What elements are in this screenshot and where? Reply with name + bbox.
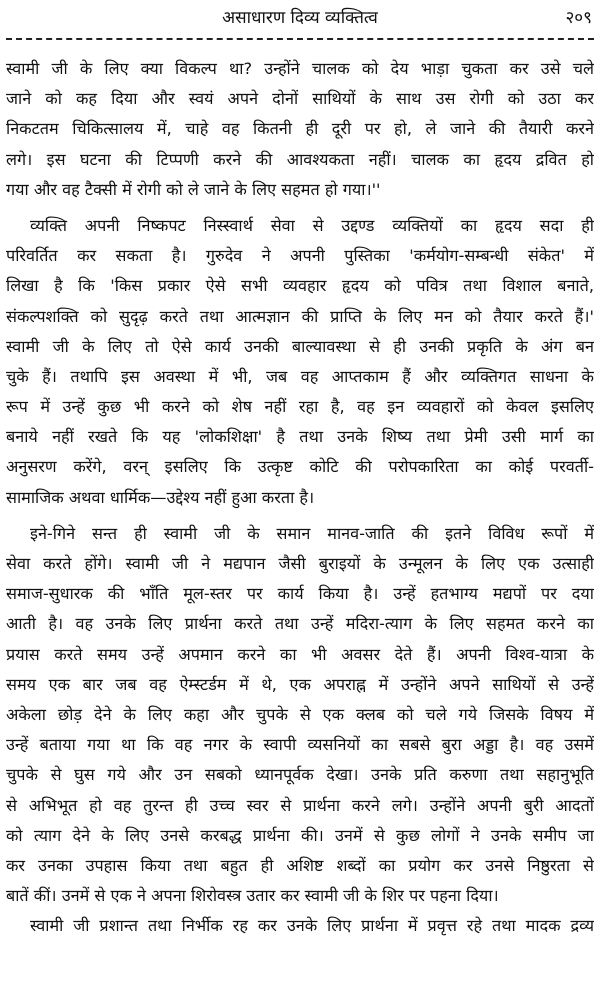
text-line: स्वामी जी प्रशान्त तथा निर्भीक रह कर उनके लिए प्रार्थना में प्रवृत्त रहे तथा मादक द्रव्य: [30, 916, 594, 936]
text-line: लगे। इस घटना की टिप्पणी करने की आवश्यकता नहीं। चालक का हृदय द्रवित हो: [6, 149, 594, 169]
text-line: से अभिभूत हो वह तुरन्त ही उच्च स्वर से प्रार्थना करने लगे। उन्होंने अपनी बुरी आदतों: [6, 795, 594, 815]
body-text: [6, 54, 594, 941]
paragraph: [6, 519, 594, 911]
text-line: लिखा है कि 'किस प्रकार ऐसे सभी व्यवहार हृदय को पवित्र तथा विशाल बनाते,: [6, 276, 594, 296]
text-line: आती है। वह उनके लिए प्रार्थना करते तथा उन्हें मदिरा-त्याग के लिए सहमत करने का: [6, 614, 594, 634]
text-line: सामाजिक अथवा धार्मिक—उद्देश्य नहीं हुआ करता है।: [6, 487, 315, 507]
text-line: गया और वह टैक्सी में रोगी को ले जाने के लिए सहमत हो गया।'': [6, 179, 381, 199]
page-header: [0, 4, 600, 32]
paragraph: [6, 54, 594, 205]
text-line: जाने को कह दिया और स्वयं अपने दोनों साथियों के साथ उस रोगी को उठा कर: [6, 89, 594, 109]
paragraph: [6, 911, 594, 941]
text-line: अकेला छोड़ देने के लिए कहा और चुपके से एक क्लब को चले गये जिसके विषय में: [6, 704, 594, 724]
text-line: व्यक्ति अपनी निष्कपट निस्स्वार्थ सेवा से उद्दण्ड व्यक्तियों का हृदय सदा ही: [30, 215, 594, 235]
text-line: समाज-सुधारक की भाँति मूल-स्तर पर कार्य किया है। उन्हें हतभाग्य मद्यपों पर दया: [6, 584, 594, 604]
text-line: समय एक बार जब वह ऐम्स्टर्डम में थे, एक अपराह्न में उन्होंने अपने साथियों से उन्हें: [6, 674, 594, 694]
text-line: सेवा करते होंगे। स्वामी जी ने मद्यपान जैसी बुराइयों के उन्मूलन के लिए एक उत्साही: [6, 554, 594, 573]
text-line: स्वामी जी के लिए तो ऐसे कार्य उनकी बाल्यावस्था से ही उनकी प्रकृति के अंग बन: [6, 336, 594, 356]
text-line: संकल्पशक्ति को सुदृढ़ करते तथा आत्मज्ञान की प्राप्ति के लिए मन को तैयार करते हैं।': [6, 306, 594, 326]
header-divider: [6, 38, 594, 40]
text-line: इने-गिने सन्त ही स्वामी जी के समान मानव-जाति की इतने विविध रूपों में: [30, 523, 594, 543]
text-line: प्रयास करते समय उन्हें अपमान करने का भी अवसर देते हैं। अपनी विश्व-यात्रा के: [6, 644, 594, 664]
text-line: अनुसरण करेंगे, वरन् इसलिए कि उत्कृष्ट कोटि की परोपकारिता का कोई परवर्ती-: [6, 457, 594, 477]
text-line: कर उनका उपहास किया तथा बहुत ही अशिष्ट शब्दों का प्रयोग कर उनसे निष्ठुरता से: [6, 855, 594, 875]
text-line: चुके हैं। तथापि इस अवस्था में भी, जब वह आप्तकाम हैं और व्यक्तिगत साधना के: [6, 366, 594, 386]
running-title: असाधारण दिव्य व्यक्तित्व: [222, 8, 378, 28]
text-line: बातें कीं। उनमें से एक ने अपना शिरोवस्त्र उतार कर स्वामी जी के शिर पर पहना दिया।: [6, 886, 499, 906]
text-line: उन्हें बताया गया था कि वह नगर के स्वापी व्यसनियों का सबसे बुरा अड्डा है। वह उसमें: [6, 735, 594, 755]
text-line: रूप में उन्हें कुछ भी करने को शेष नहीं रहा है, वह इन व्यवहारों को केवल इसलिए: [6, 397, 594, 417]
text-line: चुपके से घुस गये और उन सबको ध्यानपूर्वक देखा। उनके प्रति करुणा तथा सहानुभूति: [6, 765, 594, 785]
text-line: स्वामी जी के लिए क्या विकल्प था? उन्होंने चालक को देय भाड़ा चुकता कर उसे चले: [6, 59, 594, 78]
text-line: बनाये नहीं रखते कि यह 'लोकशिक्षा' है तथा उनके शिष्य तथा प्रेमी उसी मार्ग का: [6, 427, 594, 447]
text-line: को त्याग देने के लिए उनसे करबद्ध प्रार्थना की। उनमें से कुछ लोगों ने उनके समीप जा: [6, 825, 594, 845]
paragraph: [6, 211, 594, 513]
text-line: परिवर्तित कर सकता है। गुरुदेव ने अपनी पुस्तिका 'कर्मयोग-सम्बन्धी संकेत' में: [6, 246, 594, 266]
text-line: निकटतम चिकित्सालय में, चाहे वह कितनी ही दूरी पर हो, ले जाने की तैयारी करने: [6, 119, 594, 139]
page-number: २०९: [565, 8, 592, 28]
